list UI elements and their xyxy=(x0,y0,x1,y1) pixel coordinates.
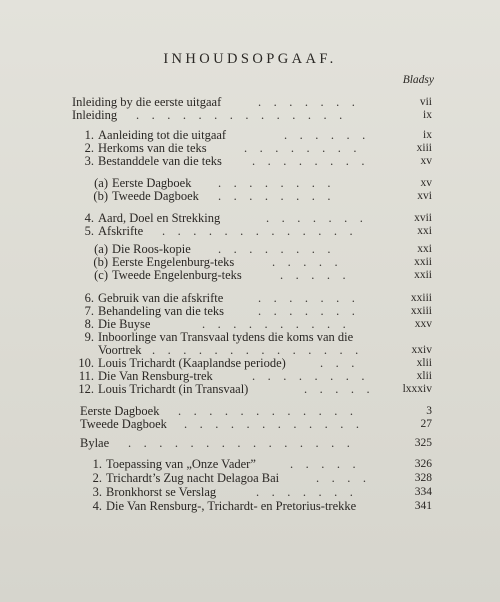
toc-entry-page: 334 xyxy=(414,486,432,498)
dot-leader: . . . . . . . . . . . . xyxy=(178,404,353,418)
dot-leader: . . . . . . . xyxy=(258,304,355,318)
toc-entry-label: Die Van Rensburg-trek xyxy=(98,369,213,383)
toc-entry xyxy=(72,225,452,238)
toc-entry-label: Toepassing van „Onze Vader” xyxy=(106,457,256,471)
toc-entry-number: 1. xyxy=(92,457,102,471)
toc-entry-number: 1. xyxy=(84,128,94,142)
toc-entry-page: vii xyxy=(419,96,432,108)
toc-entry-page: xxv xyxy=(414,318,432,330)
toc-entry-number: 10. xyxy=(78,356,94,370)
toc-entry-number: 8. xyxy=(84,317,94,331)
dot-leader: . . . . . . . . . . xyxy=(202,317,346,331)
dot-leader: . . . . . . . . . . . . . . . xyxy=(128,436,350,450)
toc-entry-label: Die Roos-kopie xyxy=(112,242,191,256)
toc-entry-number: (b) xyxy=(93,189,108,203)
toc-entry-page: xxii xyxy=(414,256,432,268)
dot-leader: . . . . . . . xyxy=(258,291,355,305)
toc-entry xyxy=(80,437,452,450)
toc-entry xyxy=(72,109,452,122)
dot-leader: . . . . . . . xyxy=(256,485,353,499)
toc-entry-label: Tweede Engelenburg-teks xyxy=(112,268,242,282)
toc-entry-number: 2. xyxy=(92,471,102,485)
dot-leader: . . . . . . . . xyxy=(218,189,331,203)
toc-entry-label: Eerste Dagboek xyxy=(80,404,160,418)
toc-entry-number: 3. xyxy=(92,485,102,499)
toc-entry-label: Die Van Rensburg-, Trichardt- en Pretorius-trekke xyxy=(106,499,357,513)
toc-entry-number: 3. xyxy=(84,154,94,168)
toc-entry-page: 3 xyxy=(426,405,432,417)
column-header-bladsy: Bladsy xyxy=(402,74,434,86)
toc-entry-number: 12. xyxy=(78,382,94,396)
toc-entry-page: xxi xyxy=(417,243,432,255)
toc-entry-page: 328 xyxy=(414,472,432,484)
toc-entry-page: ix xyxy=(423,109,432,121)
toc-entry-number: (a) xyxy=(94,242,108,256)
dot-leader: . . . . . xyxy=(280,268,346,282)
toc-entry-page: xxi xyxy=(417,225,432,237)
toc-entry-page: xvii xyxy=(414,212,432,224)
toc-entry-label: Aard, Doel en Strekking xyxy=(98,211,221,225)
toc-entry-label: Louis Trichardt (Kaaplandse periode) xyxy=(98,356,286,370)
toc-entry-number: (b) xyxy=(93,255,108,269)
dot-leader: . . . . . . . . xyxy=(252,369,365,383)
toc-entry-label: Eerste Engelenburg-teks xyxy=(112,255,235,269)
toc-entry-label: Behandeling van die teks xyxy=(98,304,225,318)
dot-leader: . . . xyxy=(320,356,355,370)
toc-entry xyxy=(72,155,452,168)
toc-entry-label: Trichardt’s Zug nacht Delagoa Bai xyxy=(106,471,280,485)
toc-entry-page: 325 xyxy=(414,437,432,449)
dot-leader: . . . . . . xyxy=(284,128,366,142)
dot-leader: . . . . . . . xyxy=(258,95,355,109)
dot-leader: . . . . . . . xyxy=(266,211,363,225)
toc-entry-label: Bestanddele van die teks xyxy=(98,154,222,168)
toc-entry-label: Tweede Dagboek xyxy=(112,189,199,203)
dot-leader: . . . . . . . . xyxy=(244,141,357,155)
toc-entry-number: 6. xyxy=(84,291,94,305)
toc-entry-label: Inleiding xyxy=(72,108,118,122)
toc-entry xyxy=(80,418,452,431)
toc-entry-page: 27 xyxy=(420,418,432,430)
toc-entry-number: 2. xyxy=(84,141,94,155)
toc-entry-page: 341 xyxy=(414,500,432,512)
toc-entry-label: Herkoms van die teks xyxy=(98,141,207,155)
toc-entry-label: Inleiding by die eerste uitgaaf xyxy=(72,95,222,109)
toc-entry-page: xv xyxy=(420,177,432,189)
toc-entry-number: 11. xyxy=(78,369,94,383)
toc-entry-number: 7. xyxy=(84,304,94,318)
toc-entry-label: Gebruik van die afskrifte xyxy=(98,291,224,305)
toc-entry-label: Eerste Dagboek xyxy=(112,176,192,190)
toc-entry-label: Afskrifte xyxy=(98,224,144,238)
toc-entry-page: xvi xyxy=(417,190,432,202)
toc-entry-label: Inboorlinge van Transvaal tydens die koms van die xyxy=(98,330,354,344)
toc-entry-label: Aanleiding tot die uitgaaf xyxy=(98,128,227,142)
dot-leader: . . . . . . . . . . . . xyxy=(184,417,359,431)
toc-entry-number: 5. xyxy=(84,224,94,238)
toc-entry-label: Louis Trichardt (in Transvaal) xyxy=(98,382,249,396)
dot-leader: . . . . . xyxy=(290,457,356,471)
toc-entry-page: xxiii xyxy=(410,292,432,304)
dot-leader: . . . . . . . . xyxy=(218,176,331,190)
dot-leader: . . . . . xyxy=(272,255,338,269)
dot-leader: . . . . . . . . . . . . . . xyxy=(136,108,343,122)
dot-leader: . . . . xyxy=(316,471,366,485)
toc-entry-label: Bylae xyxy=(80,436,110,450)
toc-entry-number: 4. xyxy=(92,499,102,513)
toc-entry xyxy=(80,500,452,513)
toc-entry-page: xiii xyxy=(416,142,432,154)
toc-entry-number: (a) xyxy=(94,176,108,190)
toc-entry-page: xxiv xyxy=(411,344,432,356)
toc-entry-page: xxiii xyxy=(410,305,432,317)
toc-entry xyxy=(80,486,452,499)
toc-entry-page: 326 xyxy=(414,458,432,470)
dot-leader: . . . . . . . . xyxy=(218,242,331,256)
toc-entry-page: xxii xyxy=(414,269,432,281)
dot-leader: . . . . . . . . . . . . . xyxy=(162,224,353,238)
toc-entry-label-continued: Voortrek xyxy=(98,343,142,357)
toc-entry-label: Bronkhorst se Verslag xyxy=(106,485,217,499)
page-title: INHOUDSOPGAAF. xyxy=(163,51,337,67)
dot-leader: . . . . . . . . xyxy=(252,154,365,168)
toc-entry-page: xlii xyxy=(416,357,432,369)
toc-entry-page: ix xyxy=(423,129,432,141)
dot-leader: . . . . . . . . . . . . . . xyxy=(152,343,359,357)
dot-leader: . . . . . xyxy=(304,382,370,396)
toc-entry xyxy=(80,458,452,471)
toc-entry xyxy=(72,383,452,396)
toc-entry-number: 9. xyxy=(84,330,94,344)
toc-entry-number: 4. xyxy=(84,211,94,225)
toc-entry-label: Tweede Dagboek xyxy=(80,417,167,431)
toc-entry-number: (c) xyxy=(94,268,108,282)
toc-entry-label: Die Buyse xyxy=(98,317,151,331)
toc-entry-page: xlii xyxy=(416,370,432,382)
toc-entry-page: lxxxiv xyxy=(402,383,432,395)
toc-entry xyxy=(86,190,452,203)
toc-entry xyxy=(80,472,452,485)
toc-entry-page: xv xyxy=(420,155,432,167)
toc-entry xyxy=(86,269,452,282)
